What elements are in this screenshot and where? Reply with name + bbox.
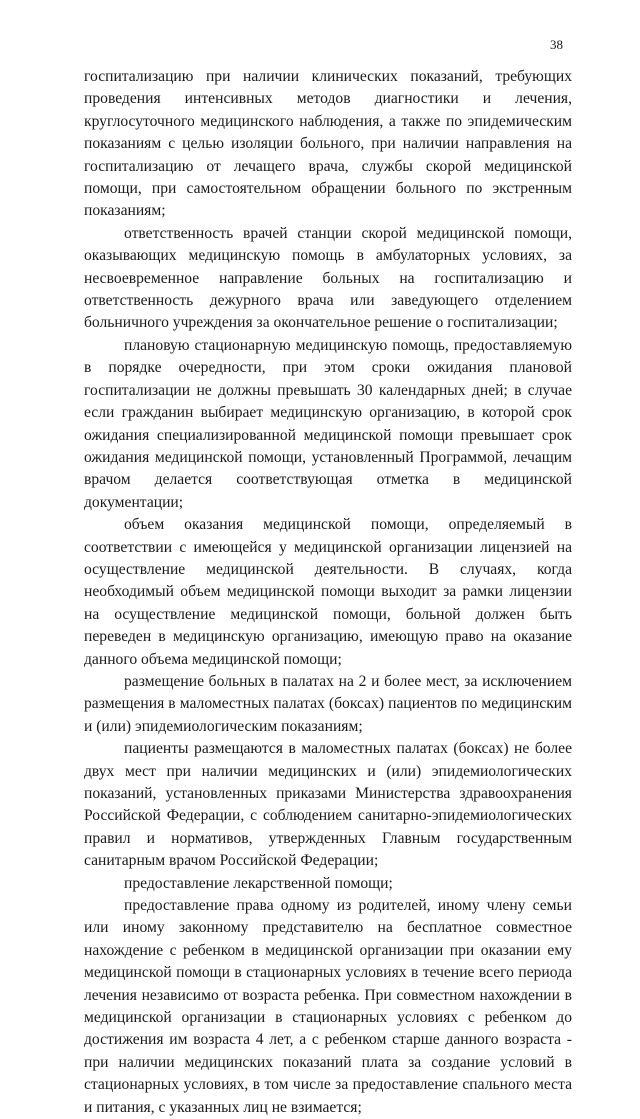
paragraph-small-wards: пациенты размещаются в маломестных палатах (боксах) не более двух мест при наличии медицинских и (или) эпидемиологических показаний, установленных приказами Министерства здравоохранения Российской Федерации, с соблюдением санитарно-эпидемиологических правил и нормативов, утвержденных Главным государственным санитарным врачом Российской Федерации;: [84, 740, 572, 870]
document-body: [84, 66, 572, 1119]
paragraph-ward-placement: размещение больных в палатах на 2 и более мест, за исключением размещения в маломестных палатах (боксах) пациентов по медицинским и (или) эпидемиологическим показаниям;: [84, 672, 572, 735]
paragraph-planned-care: плановую стационарную медицинскую помощь, предоставляемую в порядке очередности, при этом сроки ожидания плановой госпитализации не должны превышать 30 календарных дней; в случае если гражданин выбирает медицинскую организацию, в которой срок ожидания специализированной медицинской помощи превышает срок ожидания медицинской помощи, установленный Программой, лечащим врачом делается соответствующая отметка в медицинской документации;: [84, 336, 572, 511]
paragraph-doctor-responsibility: ответственность врачей станции скорой медицинской помощи, оказывающих медицинскую помощь в амбулаторных условиях, за несвоевременное направление больных на госпитализацию и ответственность дежурного врача или заведующего отделением больничного учреждения за окончательное решение о госпитализации;: [84, 224, 572, 332]
paragraph-parent-stay: предоставление права одному из родителей, иному члену семьи или иному законному представителю на бесплатное совместное нахождение с ребенком в медицинской организации при оказании ему медицинской помощи в стационарных условиях в течение всего периода лечения независимо от возраста ребенка. При совместном нахождении в медицинской организации в стационарных условиях с ребенком до достижения им возраста 4 лет, а с ребенком старше данного возраста - при наличии медицинских показаний плата за создание условий в стационарных условиях, в том числе за предоставление спального места и питания, с указанных лиц не взимается;: [84, 897, 572, 1116]
paragraph-hospitalization: госпитализацию при наличии клинических показаний, требующих проведения интенсивных методов диагностики и лечения, круглосуточного медицинского наблюдения, а также по эпидемическим показаниям с целью изоляции больного, при наличии направления на госпитализацию от лечащего врача, службы скорой медицинской помощи, при самостоятельном обращении больного по экстренным показаниям;: [84, 68, 572, 220]
paragraph-medication: предоставление лекарственной помощи;: [124, 874, 393, 892]
page-number: 38: [550, 37, 563, 52]
paragraph-care-volume: объем оказания медицинской помощи, определяемый в соответствии с имеющейся у медицинской организации лицензией на осуществление медицинской деятельности. В случаях, когда необходимый объем медицинской помощи выходит за рамки лицензии на осуществление медицинской помощи, больной должен быть переведен в медицинскую организацию, имеющую право на оказание данного объема медицинской помощи;: [84, 516, 572, 668]
